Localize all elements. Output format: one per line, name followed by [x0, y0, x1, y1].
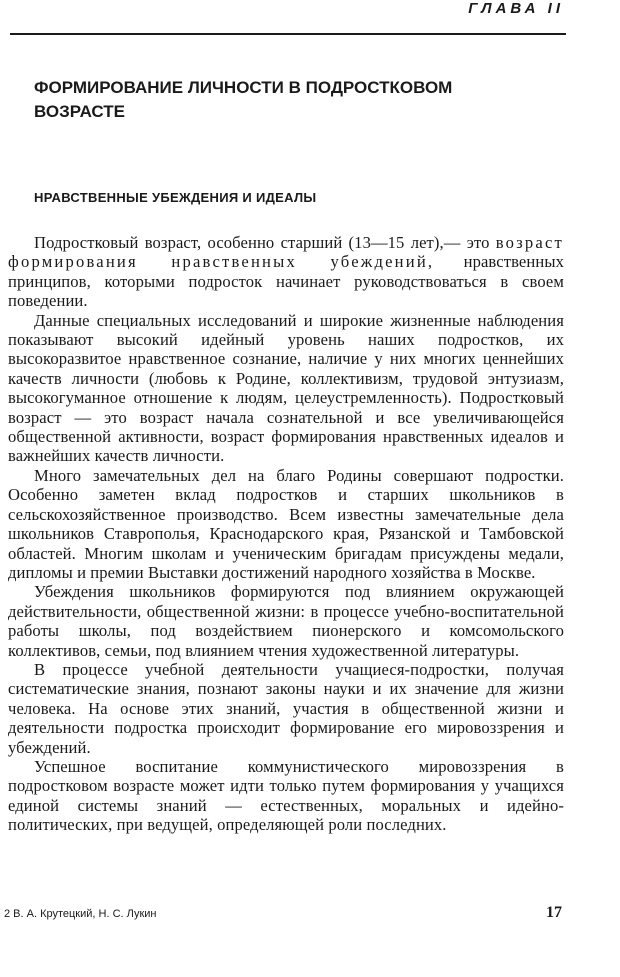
- paragraph-5: В процессе учебной деятельности учащиеся-подростки, получая систематические знания, познают законы науки и их значение для жизни человека. На основе этих знаний, участия в общественной жизни и деятельности подростка происходит формирование его мировоззрения и убеждений.: [8, 659, 564, 757]
- chapter-title: ФОРМИРОВАНИЕ ЛИЧНОСТИ В ПОДРОСТКОВОМ ВОЗРАСТЕ: [34, 78, 453, 121]
- paragraph-3: Много замечательных дел на благо Родины совершают подростки. Особенно заметен вклад подростков и старших школьников в сельскохозяйственное производство. Всем известны замечательные дела школьников Ставрополья, Краснодарского края, Рязанской и Тамбовской областей. Многим школам и ученическим бригадам присуждены медали, дипломы и премии Выставки достижений народного хозяйства в Москве.: [8, 465, 564, 582]
- body-text: [8, 233, 564, 835]
- paragraph-1-rest: , нравственных принципов, которыми подросток начинает руководствоваться в своем поведении.: [8, 252, 564, 311]
- running-head: ГЛАВА II: [468, 0, 564, 17]
- header-rule: [10, 33, 566, 35]
- paragraph-2: Данные специальных исследований и широкие жизненные наблюдения показывают высокий идейный уровень наших подростков, их высокоразвитое нравственное сознание, наличие у них многих ценнейших качеств личности (любовь к Родине, коллективизм, трудовой энтузиазм, высокогуманное отношение к людям, целеустремленность). Подростковый возраст — это возраст начала сознательной и все увеличивающейся общественной активности, возраст формирования нравственных идеалов и важнейших качеств личности.: [8, 310, 564, 466]
- page-number: 17: [546, 904, 562, 921]
- paragraph-1: [8, 233, 564, 311]
- paragraph-1-emphasis: возраст формирования нравственных убеждений: [8, 233, 564, 272]
- footer-signature: 2 В. А. Крутецкий, Н. С. Лукин: [4, 908, 157, 920]
- paragraph-1-lead: Подростковый возраст, особенно старший (13—15 лет),— это: [34, 233, 496, 252]
- paragraph-6: Успешное воспитание коммунистического мировоззрения в подростковом возрасте может идти только путем формирования у учащихся единой системы знаний — естественных, моральных и идейно-политических, при ведущей, определяющей роли последних.: [8, 756, 564, 835]
- section-title: НРАВСТВЕННЫЕ УБЕЖДЕНИЯ И ИДЕАЛЫ: [34, 190, 317, 205]
- paragraph-4: Убеждения школьников формируются под влиянием окружающей действительности, общественной жизни: в процессе учебно-воспитательной работы школы, под воздействием пионерского и комсомольского коллективов, семьи, под влиянием чтения художественной литературы.: [8, 582, 564, 660]
